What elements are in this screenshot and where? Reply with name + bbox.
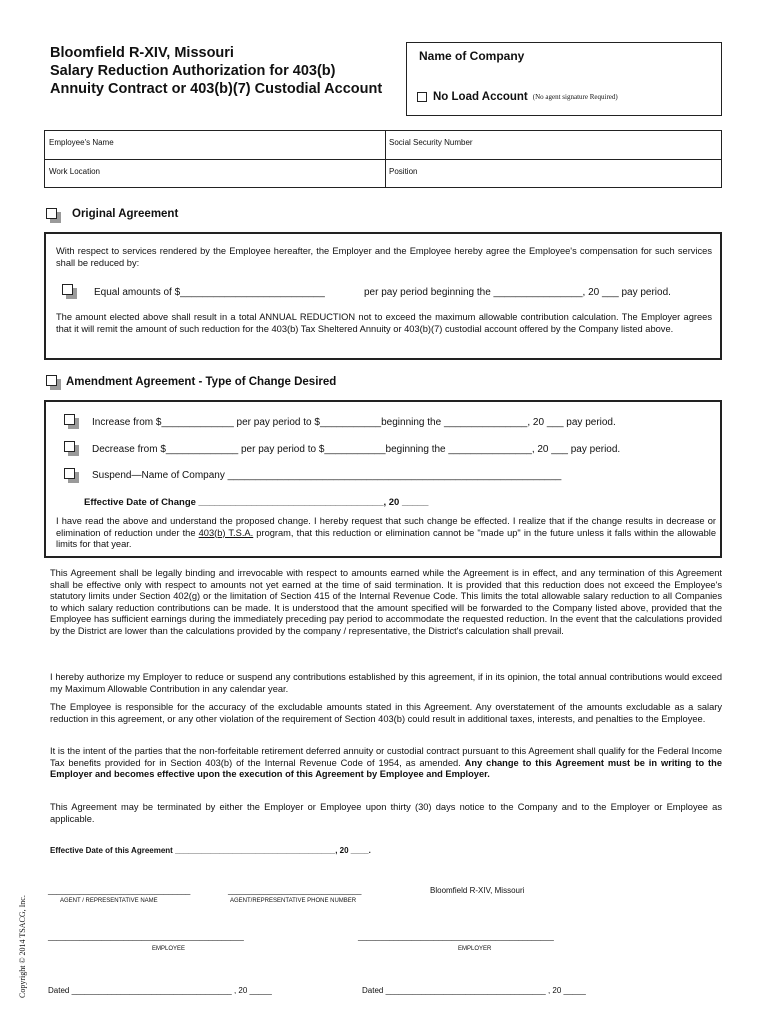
agreement-paragraph-4 <box>50 746 722 781</box>
agreement-paragraph-1: This Agreement shall be legally binding and irrevocable with respect to amounts earned while the Agreement is in effect, and any termination of this Agreement shall be effective only with respect to amounts not yet earned at the time of said termination. It is provided that this reduction does not exceed the Employee's statutory limits under Section 402(g) or the limitation of Section 415 of the Internal Revenue Code. This limits the total allowable salary reduction to all Companies to which salary reduction contributions can be made. It is understood that the amount specified will be forwarded to the Company listed above, provided that the Employee has sufficient earnings during the immediately preceding pay period to accommodate the requested reduction. In the event that the calculations provided by the District are lower than the calculations provided by the company / representative, the District's calculation shall prevail. <box>50 568 722 636</box>
company-name-label: Name of Company <box>419 49 525 63</box>
employer-label: EMPLOYER <box>458 946 492 952</box>
title-line-1: Bloomfield R-XIV, Missouri <box>50 45 234 61</box>
agent-name-line[interactable]: ________________________________ <box>48 886 191 895</box>
decrease-line[interactable]: Decrease from $_____________ per pay period to $___________beginning the _______________, 20 ___ pay period. <box>92 444 621 455</box>
original-agreement-checkbox[interactable] <box>46 208 57 219</box>
increase-line[interactable]: Increase from $_____________ per pay period to $___________beginning the _______________, 20 ___ pay period. <box>92 417 616 428</box>
amendment-agreement-checkbox[interactable] <box>46 375 57 386</box>
increase-checkbox[interactable] <box>64 414 75 425</box>
company-box[interactable] <box>406 42 722 116</box>
equal-amounts-checkbox[interactable] <box>62 284 73 295</box>
employer-dated-line[interactable]: Dated ____________________________________ , 20 _____ <box>362 986 586 995</box>
equal-amounts-line[interactable]: Equal amounts of $__________________________ <box>94 287 325 298</box>
amendment-agreement-box <box>44 400 722 558</box>
change-acknowledgement <box>56 516 716 551</box>
title-line-2: Salary Reduction Authorization for 403(b) <box>50 63 336 79</box>
no-load-account <box>417 91 618 103</box>
amendment-agreement-heading: Amendment Agreement - Type of Change Desired <box>66 376 337 388</box>
suspend-line[interactable]: Suspend—Name of Company ____________________________________________________________ <box>92 470 562 481</box>
original-agreement-heading: Original Agreement <box>72 208 179 220</box>
grid-divider-horizontal <box>45 159 721 160</box>
agreement-paragraph-5: This Agreement may be terminated by either the Employer or Employee upon thirty (30) days notice to the Company and to the Employer or Employee as applicable. <box>50 802 722 824</box>
original-note: The amount elected above shall result in a total ANNUAL REDUCTION not to exceed the maximum allowable contribution calculation. The Employer agrees that it will remit the amount of such reduction for the 403(b) Tax Sheltered Annuity or 403(b)(7) custodial account offered by the Company listed above. <box>56 312 712 334</box>
agreement-paragraph-2: I hereby authorize my Employer to reduce or suspend any contributions established by this agreement, if in its opinion, the total annual contributions would exceed my Maximum Allowable Contribution in any calendar year. <box>50 672 722 694</box>
copyright-notice: Copyright © 2014 TSACG, Inc. <box>18 895 27 998</box>
no-load-checkbox[interactable] <box>417 92 427 102</box>
title-line-3: Annuity Contract or 403(b)(7) Custodial Account <box>50 81 383 97</box>
decrease-checkbox[interactable] <box>64 441 75 452</box>
effective-date-of-change[interactable]: Effective Date of Change ___________________________________, 20 _____ <box>84 497 429 508</box>
agent-name-label: AGENT / REPRESENTATIVE NAME <box>60 898 158 904</box>
form-title <box>50 44 382 98</box>
position-field[interactable]: Position <box>389 167 418 176</box>
employee-dated-line[interactable]: Dated ____________________________________ , 20 _____ <box>48 986 272 995</box>
agent-phone-line[interactable]: ______________________________ <box>228 886 362 895</box>
employee-signature-line[interactable]: ____________________________________________ <box>48 932 244 941</box>
paragraph-4-bold: Any change to this Agreement must be in writing to the Employer and becomes effective upon the execution of this Agreement by Employee and Employer. <box>50 757 722 779</box>
tsa-link[interactable]: 403(b) T.S.A. <box>198 527 254 538</box>
agreement-paragraph-3: The Employee is responsible for the accuracy of the excludable amounts stated in this Agreement. Any overstatement of the amounts excludable as a salary reduction in this agreement, or any other violation of the requirement of Section 403(b) could result in additional taxes, interests, and penalties to the Employee. <box>50 702 722 724</box>
paragraph-4-text: It is the intent of the parties that the non-forfeitable retirement deferred annuity or custodial contract pursuant to this Agreement shall qualify for the Federal Income Tax benefits provided for in Section 403(b) of the Internal Revenue Code of 1954, as amended. <box>50 746 722 768</box>
equal-amounts-period-line[interactable]: per pay period beginning the ________________, 20 ___ pay period. <box>364 287 671 298</box>
ssn-field[interactable]: Social Security Number <box>389 138 473 147</box>
suspend-checkbox[interactable] <box>64 468 75 479</box>
district-name: Bloomfield R-XIV, Missouri <box>430 886 525 895</box>
work-location-field[interactable]: Work Location <box>49 167 100 176</box>
employee-name-field[interactable]: Employee's Name <box>49 138 114 147</box>
employer-signature-line[interactable]: ____________________________________________ <box>358 932 554 941</box>
employee-label: EMPLOYEE <box>152 946 186 952</box>
agent-phone-label: AGENT/REPRESENTATIVE PHONE NUMBER <box>230 898 357 904</box>
original-agreement-box <box>44 232 722 360</box>
no-load-label: No Load Account <box>433 91 528 103</box>
no-load-note: (No agent signature Required) <box>532 93 618 101</box>
acknowledgement-text-2: program, that this reduction or elimination cannot be "made up" in the future unless it falls within the allowable limits for that year. <box>56 527 716 549</box>
employee-info-grid <box>44 130 722 188</box>
original-intro: With respect to services rendered by the Employee hereafter, the Employer and the Employee hereby agree the Employee's compensation for such services shall be reduced by: <box>56 246 712 268</box>
effective-date-of-agreement[interactable]: Effective Date of this Agreement ____________________________________, 20 ____. <box>50 846 371 855</box>
acknowledgement-text-1: I have read the above and understand the proposed change. I hereby request that such change be effected. I realize that if the change results in decrease or elimination of reduction under the <box>56 516 716 538</box>
